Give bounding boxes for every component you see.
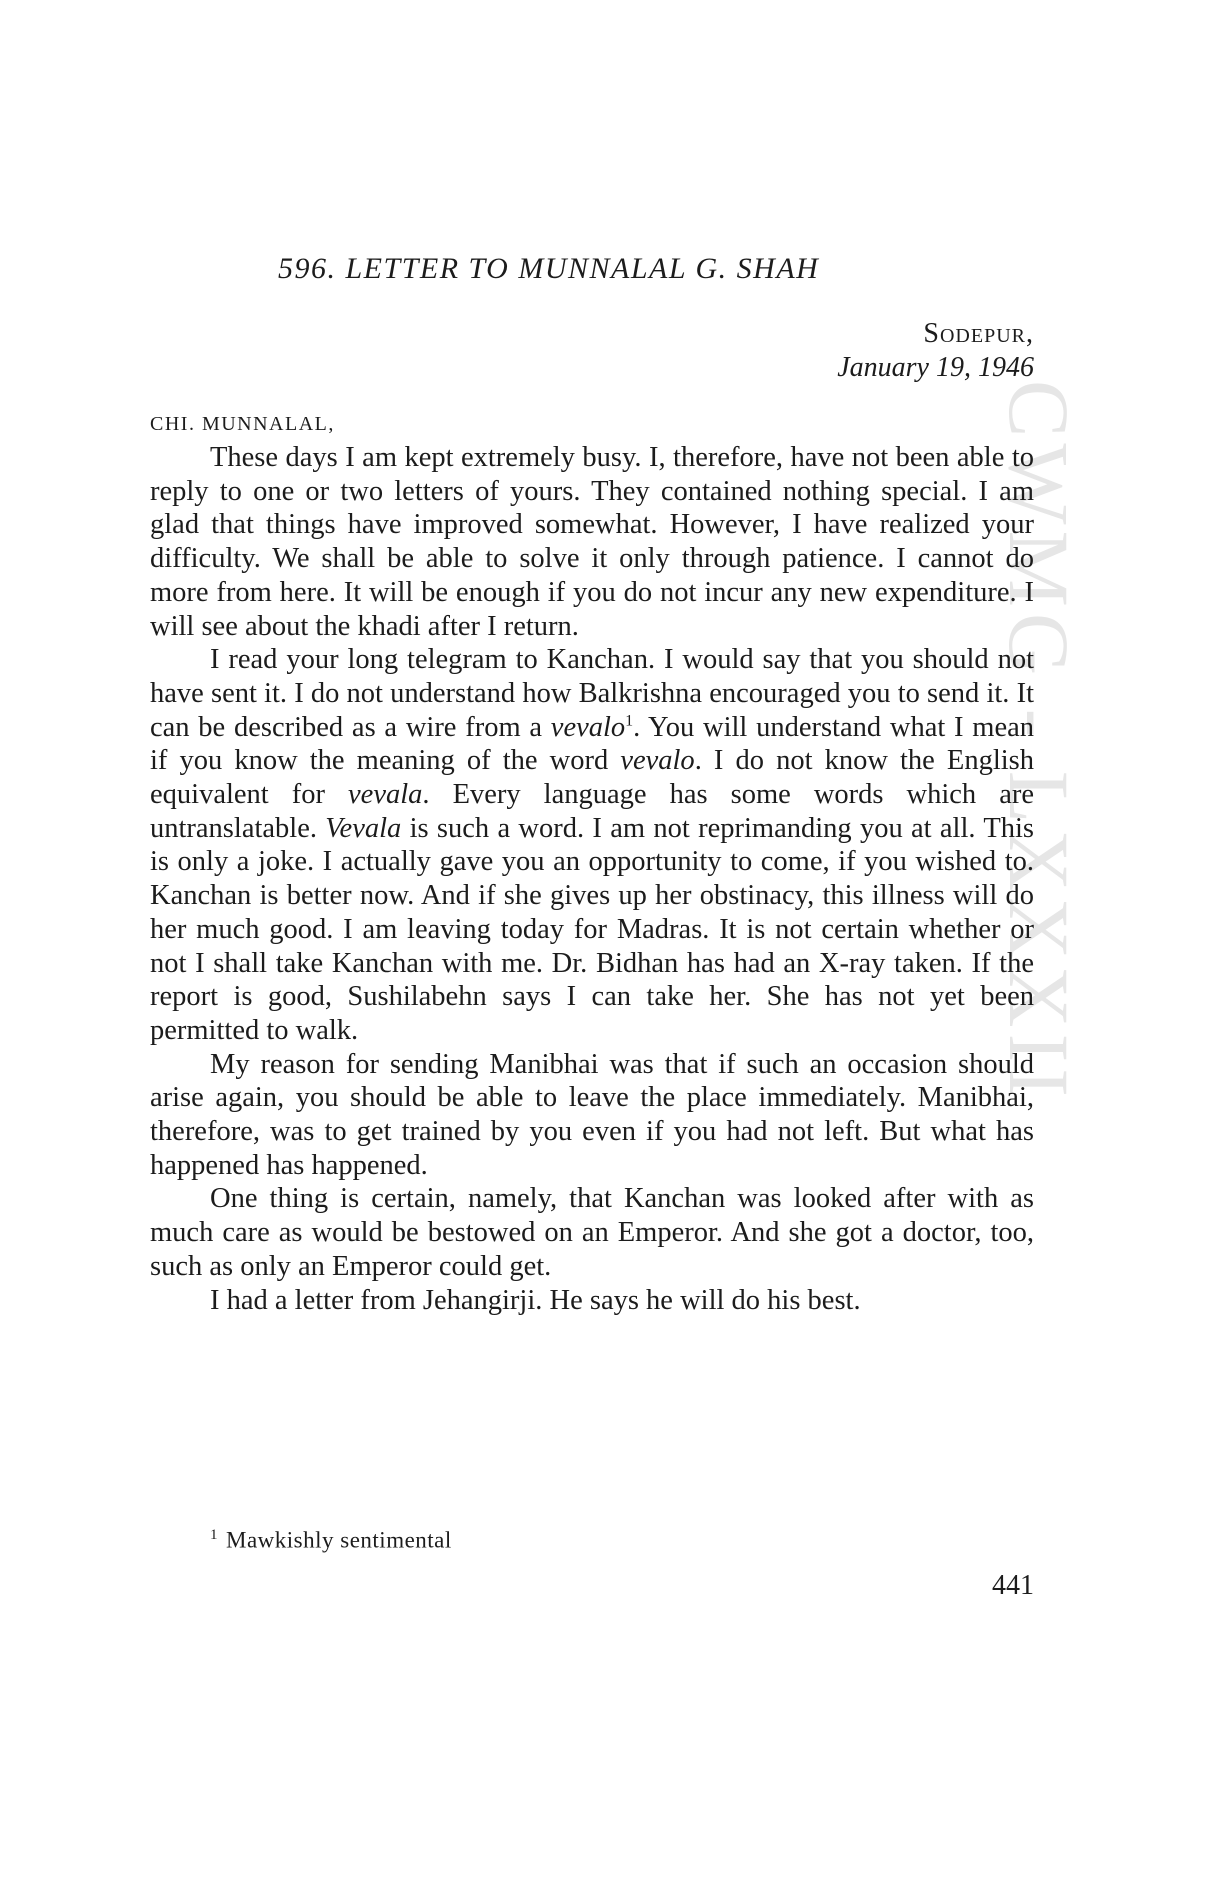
footnote-reference: 1: [625, 712, 634, 730]
paragraph: These days I am kept extremely busy. I, therefore, have not been able to reply to one or two letters of yours. They contained nothing special. I am glad that things have improved somewhat. However, I have realized your difficulty. We shall be able to solve it only through patience. I cannot do more from here. It will be enough if you do not incur any new expenditure. I will see about the khadi after I return.: [150, 442, 1034, 642]
dateline-date: January 19, 1946: [837, 352, 1034, 383]
letter-title: LETTER TO MUNNALAL G. SHAH: [345, 252, 820, 285]
letter-number: 596.: [278, 252, 337, 285]
paragraph-text: . I do not know the English equivalent for: [150, 745, 1034, 811]
footnote: [210, 1527, 452, 1554]
letter-heading: [278, 252, 819, 286]
paragraph-text: I read your long telegram to Kanchan. I would say that you should not have sent it. I do not understand how Balkrishna encouraged you to send it. It can be described as a wire from a: [150, 644, 1034, 743]
dateline-place: Sodepur,: [923, 318, 1034, 349]
paragraph-text: . Every language has some words which are untranslatable.: [150, 779, 1035, 844]
paragraph-text: . You will understand what I mean if you know the meaning of the word: [150, 711, 1035, 777]
paragraph: My reason for sending Manibhai was that if such an occasion should arise again, you should be able to leave the place immediately. Manibhai, therefore, was to get trained by you even if you had not left. But what has happened has happened.: [150, 1048, 1034, 1181]
gujarati-term: vevalo: [550, 711, 626, 743]
footnote-text: Mawkishly sentimental: [226, 1527, 452, 1553]
gujarati-term: vevala: [348, 779, 423, 811]
page-number: 441: [992, 1570, 1034, 1601]
watermark: CWMG - LXXXII: [991, 380, 1087, 1103]
gujarati-term: Vevala: [325, 812, 402, 844]
paragraph-text: is such a word. I am not reprimanding you at all. This is only a joke. I actually gave you an opportunity to come, if you wished to. Kanchan is better now. And if she gives up her obstinacy, this illness will do her much good. I am leaving today for Madras. It is not certain whether or not I shall take Kanchan with me. Dr. Bidhan has had an X-ray taken. If the report is good, Sushilabehn says I can take her. She has not yet been permitted to walk.: [150, 812, 1034, 1046]
paragraph: I had a letter from Jehangirji. He says he will do his best.: [210, 1284, 861, 1316]
footnote-marker: 1: [210, 1527, 218, 1543]
letter-body: [150, 441, 1034, 1317]
gujarati-term: vevalo: [620, 745, 695, 777]
paragraph: [150, 643, 1034, 1047]
salutation: CHI. MUNNALAL,: [150, 413, 335, 435]
paragraph: One thing is certain, namely, that Kanchan was looked after with as much care as would be bestowed on an Emperor. And she got a doctor, too, such as only an Emperor could get.: [150, 1183, 1034, 1282]
